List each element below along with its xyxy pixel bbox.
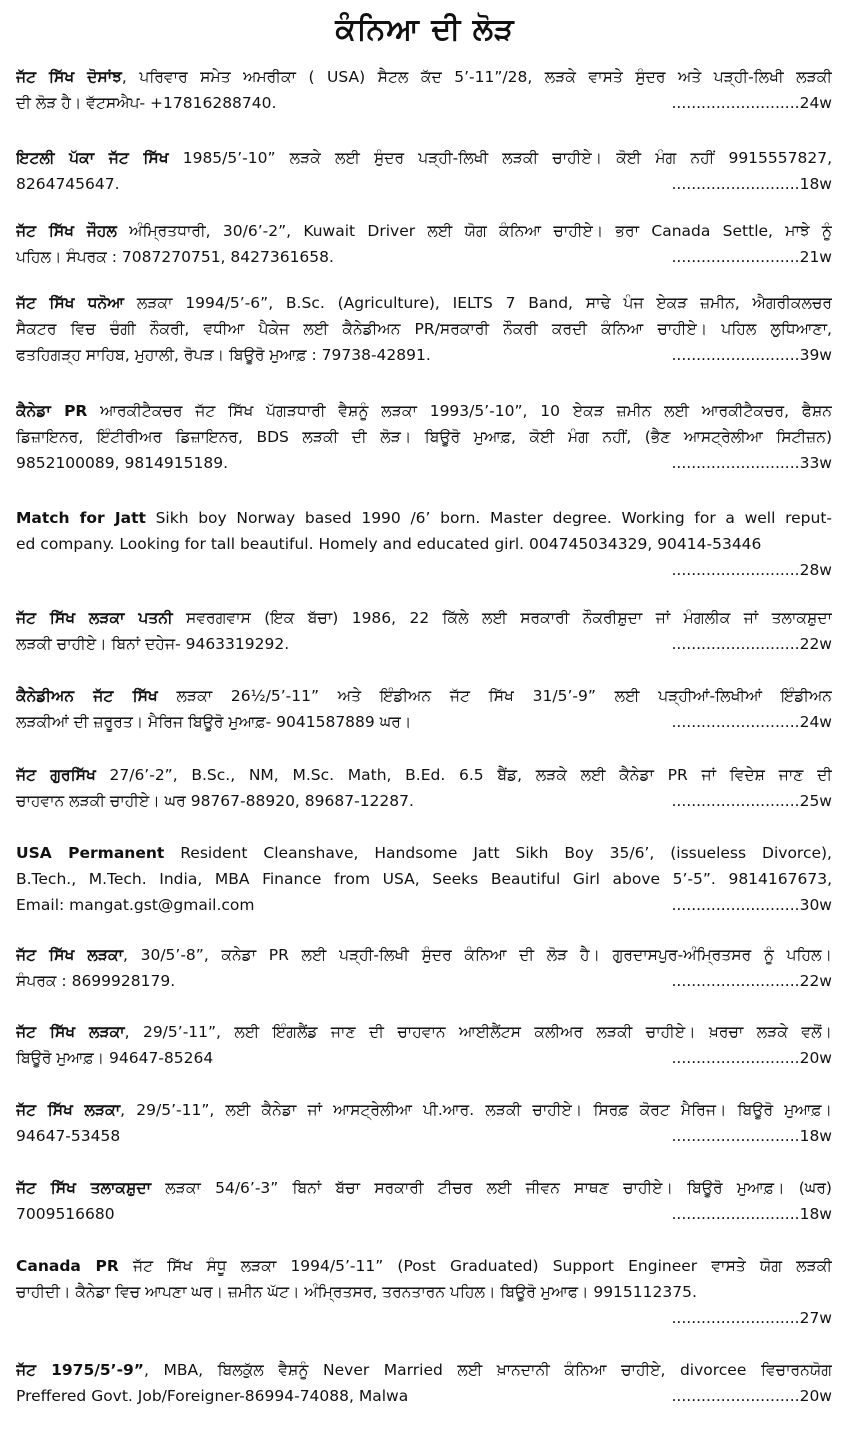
ad-text: ਲੜਕਾ 26½/5’-11” ਅਤੇ ਇੰਡੀਅਨ ਜੱਟ ਸਿੱਖ 31/5’-9” ਲਈ ਪੜ੍ਹੀਆਂ-ਲਿਖੀਆਂ ਇੰਡੀਅਨ	[157, 687, 832, 705]
ad-line	[16, 398, 832, 424]
ad-code: ..........................39w	[671, 346, 832, 364]
ad-text: ਬਿਊਰੋ ਮੁਆਫ਼। 94647-85264	[16, 1049, 214, 1067]
ad-lead: ਜੱਟ ਸਿੱਖ ਲੜਕਾ	[16, 1023, 125, 1041]
ad-code: ..........................24w	[671, 94, 832, 112]
ad-last-row	[16, 1201, 832, 1227]
ad-text: ਚਾਹਵਾਨ ਲੜਕੀ ਚਾਹੀਏ। ਘਰ 98767-88920, 89687-12287.	[16, 792, 414, 810]
ad-text: Preffered Govt. Job/Foreigner-86994-74088, Malwa	[16, 1387, 409, 1405]
ad-line	[16, 1175, 832, 1201]
ad-item	[16, 290, 832, 368]
ad-last-row	[16, 450, 832, 476]
ad-text: 27/6’-2”, B.Sc., NM, M.Sc. Math, B.Ed. 6.5 ਬੈਂਡ, ਲੜਕੇ ਲਈ ਕੈਨੇਡਾ PR ਜਾਂ ਵਿਦੇਸ਼ ਜਾਣ ਦੀ	[95, 766, 832, 784]
ad-text: ਦੀ ਲੋੜ ਹੈ। ਵੱਟਸਐਪ- +17816288740.	[16, 94, 277, 112]
ad-lead: ਜੱਟ ਸਿੱਖ ਤਲਾਕਸ਼ੁਦਾ	[16, 1179, 152, 1197]
ad-code: ..........................22w	[671, 972, 832, 990]
ad-text: 9852100089, 9814915189.	[16, 454, 229, 472]
ad-text: Email: mangat.gst@gmail.com	[16, 896, 255, 914]
ad-line	[16, 840, 832, 866]
ad-text: , 29/5’-11”, ਲਈ ਕੈਨੇਡਾ ਜਾਂ ਆਸਟ੍ਰੇਲੀਆ ਪੀ.ਆਰ. ਲੜਕੀ ਚਾਹੀਏ। ਸਿਰਫ਼ ਕੋਰਟ ਮੈਰਿਜ। ਬਿਊਰੋ ਮੁਆਫ਼।	[120, 1101, 832, 1119]
ad-text: ਪਹਿਲ। ਸੰਪਰਕ : 7087270751, 8427361658.	[16, 248, 334, 266]
ad-text: ਸੰਪਰਕ : 8699928179.	[16, 972, 176, 990]
ad-text: ਆਰਕੀਟੈਕਚਰ ਜੱਟ ਸਿੱਖ ਪੱਗੜਧਾਰੀ ਵੈਸ਼ਨੂੰ ਲੜਕਾ 1993/5’-10”, 10 ਏਕੜ ਜ਼ਮੀਨ ਲਈ ਆਰਕੀਟੈਕਚਰ, ਫੈਸ਼ਨ	[87, 402, 832, 420]
ad-code: ..........................27w	[671, 1309, 832, 1327]
ad-lead: ਕੈਨੇਡੀਅਨ ਜੱਟ ਸਿੱਖ	[16, 687, 158, 705]
ad-lead: ਕੈਨੇਡਾ PR	[16, 402, 88, 420]
ad-lead: ਜੱਟ ਗੁਰਸਿੱਖ	[16, 766, 96, 784]
ad-text: Sikh boy Norway based 1990 /6’ born. Master degree. Working for a well reput-	[145, 509, 832, 527]
ad-item	[16, 1019, 832, 1071]
ad-line	[16, 1019, 832, 1045]
ad-text: ਲੜਕਾ 1994/5’-6”, B.Sc. (Agriculture), IELTS 7 Band, ਸਾਢੇ ਪੰਜ ਏਕੜ ਜ਼ਮੀਨ, ਐਗਰੀਕਲਚਰ	[124, 294, 832, 312]
ad-lead: ਜੱਟ ਸਿੱਖ ਲੜਕਾ ਪਤਨੀ	[16, 609, 173, 627]
ad-text: , MBA, ਬਿਲਕੁੱਲ ਵੈਸ਼ਨੂੰ Never Married ਲਈ ਖ਼ਾਨਦਾਨੀ ਕੰਨਿਆ ਚਾਹੀਏ, divorcee ਵਿਚਾਰਨਯੋਗ	[143, 1361, 832, 1379]
ad-text: , 30/5’-8”, ਕਨੇਡਾ PR ਲਈ ਪੜ੍ਹੀ-ਲਿਖੀ ਸੁੰਦਰ ਕੰਨਿਆ ਦੀ ਲੋੜ ਹੈ। ਗੁਰਦਾਸਪੁਰ-ਅੰਮ੍ਰਿਤਸਰ ਨੂੰ ਪਹਿਲ।	[123, 946, 832, 964]
ad-line	[16, 683, 832, 709]
ad-line: ਸੈਕਟਰ ਵਿਚ ਚੰਗੀ ਨੌਕਰੀ, ਵਧੀਆ ਪੈਕੇਜ ਲਈ ਕੈਨੇਡੀਅਨ PR/ਸਰਕਾਰੀ ਨੌਕਰੀ ਕਰਦੀ ਕੰਨਿਆ ਚਾਹੀਏ। ਪਹਿਲ ਲੁਧਿਆਣਾ,	[16, 320, 832, 338]
ad-last-row	[16, 1123, 832, 1149]
ad-code: ..........................22w	[671, 635, 832, 653]
ad-code: ..........................20w	[671, 1049, 832, 1067]
ad-lead: ਇਟਲੀ ਪੱਕਾ ਜੱਟ ਸਿੱਖ	[16, 149, 169, 167]
ad-last-row	[16, 90, 832, 116]
ad-last-row	[16, 1045, 832, 1071]
ad-item	[16, 605, 832, 657]
ad-item	[16, 145, 832, 197]
ad-text: ਫਤਹਿਗੜ੍ਹ ਸਾਹਿਬ, ਮੁਹਾਲੀ, ਰੋਪੜ। ਬਿਊਰੋ ਮੁਆਫ਼ : 79738-42891.	[16, 346, 431, 364]
ad-last-row	[16, 631, 832, 657]
ad-code: ..........................21w	[671, 248, 832, 266]
ad-last-row	[16, 709, 832, 735]
ad-item	[16, 1097, 832, 1149]
ad-lead: ਜੱਟ ਸਿੱਖ ਲੜਕਾ	[16, 946, 124, 964]
ad-line	[16, 942, 832, 968]
ad-text: ਜੱਟ ਸਿੱਖ ਸੰਧੂ ਲੜਕਾ 1994/5’-11” (Post Graduated) Support Engineer ਵਾਸਤੇ ਯੋਗ ਲੜਕੀ	[118, 1257, 832, 1275]
ad-last-row	[16, 244, 832, 270]
ad-item	[16, 1175, 832, 1227]
ad-text: ਲੜਕੀਆਂ ਦੀ ਜ਼ਰੂਰਤ। ਮੈਰਿਜ ਬਿਊਰੋ ਮੁਆਫ਼- 9041587889 ਘਰ।	[16, 713, 412, 731]
ad-code: ..........................18w	[671, 1127, 832, 1145]
ad-line	[16, 218, 832, 244]
ad-text: ਸਵਰਗਵਾਸ (ਇਕ ਬੱਚਾ) 1986, 22 ਕਿੱਲੇ ਲਈ ਸਰਕਾਰੀ ਨੌਕਰੀਸ਼ੁਦਾ ਜਾਂ ਮੰਗਲੀਕ ਜਾਂ ਤਲਾਕਸ਼ੁਦਾ	[172, 609, 832, 627]
ad-line	[16, 762, 832, 788]
ad-text: ਲੜਕਾ 54/6’-3” ਬਿਨਾਂ ਬੱਚਾ ਸਰਕਾਰੀ ਟੀਚਰ ਲਈ ਜੀਵਨ ਸਾਥਣ ਚਾਹੀਏ। ਬਿਊਰੋ ਮੁਆਫ਼। (ਘਰ)	[151, 1179, 832, 1197]
ad-lead: ਜੱਟ ਸਿੱਖ ਲੜਕਾ	[16, 1101, 121, 1119]
ad-code: ..........................33w	[671, 454, 832, 472]
ad-line	[16, 605, 832, 631]
ad-item	[16, 64, 832, 116]
ad-item	[16, 505, 832, 583]
ad-item	[16, 218, 832, 270]
ad-text: , ਪਰਿਵਾਰ ਸਮੇਤ ਅਮਰੀਕਾ ( USA) ਸੈਟਲ ਕੱਦ 5’-11”/28, ਲੜਕੇ ਵਾਸਤੇ ਸੁੰਦਰ ਅਤੇ ਪੜ੍ਹੀ-ਲਿਖੀ ਲੜਕੀ	[121, 68, 832, 86]
ad-text: 1985/5’-10” ਲੜਕੇ ਲਈ ਸੁੰਦਰ ਪੜ੍ਹੀ-ਲਿਖੀ ਲੜਕੀ ਚਾਹੀਏ। ਕੋਈ ਮੰਗ ਨਹੀਂ 9915557827,	[168, 149, 832, 167]
ad-lead: ਜੱਟ ਸਿੱਖ ਦੋਸਾਂਝ	[16, 68, 122, 86]
ad-line	[16, 1253, 832, 1279]
ad-line	[16, 1357, 832, 1383]
ad-line	[16, 64, 832, 90]
ad-text: 7009516680	[16, 1205, 115, 1223]
ad-code: ..........................24w	[671, 713, 832, 731]
ad-line: ed company. Looking for tall beautiful. Homely and educated girl. 004745034329, 90414-53446	[16, 535, 762, 553]
ad-item	[16, 1253, 832, 1331]
ad-line	[16, 505, 832, 531]
ad-item	[16, 683, 832, 735]
ad-code: ..........................18w	[671, 175, 832, 193]
ad-item	[16, 840, 832, 918]
ad-code: ..........................28w	[671, 561, 832, 579]
ad-last-row	[16, 171, 832, 197]
ad-item	[16, 1357, 832, 1409]
ad-text: ਲੜਕੀ ਚਾਹੀਏ। ਬਿਨਾਂ ਦਹੇਜ- 9463319292.	[16, 635, 290, 653]
ad-last-row	[16, 892, 832, 918]
ad-item	[16, 762, 832, 814]
page-title: ਕੰਨਿਆ ਦੀ ਲੋੜ	[335, 12, 515, 47]
ad-text: 8264745647.	[16, 175, 120, 193]
ad-code: ..........................18w	[671, 1205, 832, 1223]
ad-text: 94647-53458	[16, 1127, 121, 1145]
ad-text: ਅੰਮ੍ਰਿਤਧਾਰੀ, 30/6’-2”, Kuwait Driver ਲਈ ਯੋਗ ਕੰਨਿਆ ਚਾਹੀਏ। ਭਰਾ Canada Settle, ਮਾਝੇ ਨੂੰ	[116, 222, 832, 240]
ad-line: ਚਾਹੀਦੀ। ਕੈਨੇਡਾ ਵਿਚ ਆਪਣਾ ਘਰ। ਜ਼ਮੀਨ ਘੱਟ। ਅੰਮ੍ਰਿਤਸਰ, ਤਰਨਤਾਰਨ ਪਹਿਲ। ਬਿਊਰੋ ਮੁਆਫ। 9915112375.	[16, 1283, 697, 1301]
ad-item	[16, 398, 832, 476]
ad-line	[16, 145, 832, 171]
ad-lead: USA Permanent	[16, 844, 165, 862]
ad-line	[16, 290, 832, 316]
ad-last-row	[16, 968, 832, 994]
ad-lead: ਜੱਟ ਸਿੱਖ ਜੌਹਲ	[16, 222, 117, 240]
ad-code: ..........................25w	[671, 792, 832, 810]
ad-lead: ਜੱਟ ਸਿੱਖ ਧਨੋਆ	[16, 294, 125, 312]
ad-last-row	[16, 342, 832, 368]
ad-lead: ਜੱਟ 1975/5’-9”	[16, 1361, 144, 1379]
ad-code: ..........................20w	[671, 1387, 832, 1405]
ad-line: ਡਿਜ਼ਾਇਨਰ, ਇੰਟੀਰੀਅਰ ਡਿਜ਼ਾਇਨਰ, BDS ਲੜਕੀ ਦੀ ਲੋੜ। ਬਿਊਰੋ ਮੁਆਫ਼, ਕੋਈ ਮੰਗ ਨਹੀਂ, (ਭੈਣ ਆਸਟ੍ਰੇਲੀਆ ਸਿਟੀਜ਼ਨ)	[16, 428, 832, 446]
ad-last-row	[16, 788, 832, 814]
ad-last-row	[16, 1383, 832, 1409]
ad-code: ..........................30w	[671, 896, 832, 914]
ad-line: B.Tech., M.Tech. India, MBA Finance from USA, Seeks Beautiful Girl above 5’-5”. 9814167673,	[16, 870, 832, 888]
ad-text: Resident Cleanshave, Handsome Jatt Sikh Boy 35/6’, (issueless Divorce),	[164, 844, 832, 862]
ad-line	[16, 1097, 832, 1123]
ad-lead: Canada PR	[16, 1257, 119, 1275]
ad-item	[16, 942, 832, 994]
ad-lead: Match for Jatt	[16, 509, 146, 527]
ad-text: , 29/5’-11”, ਲਈ ਇੰਗਲੈਂਡ ਜਾਣ ਦੀ ਚਾਹਵਾਨ ਆਈਲੈਂਟਸ ਕਲੀਅਰ ਲੜਕੀ ਚਾਹੀਏ। ਖ਼ਰਚਾ ਲੜਕੇ ਵਲੋਂ।	[124, 1023, 832, 1041]
